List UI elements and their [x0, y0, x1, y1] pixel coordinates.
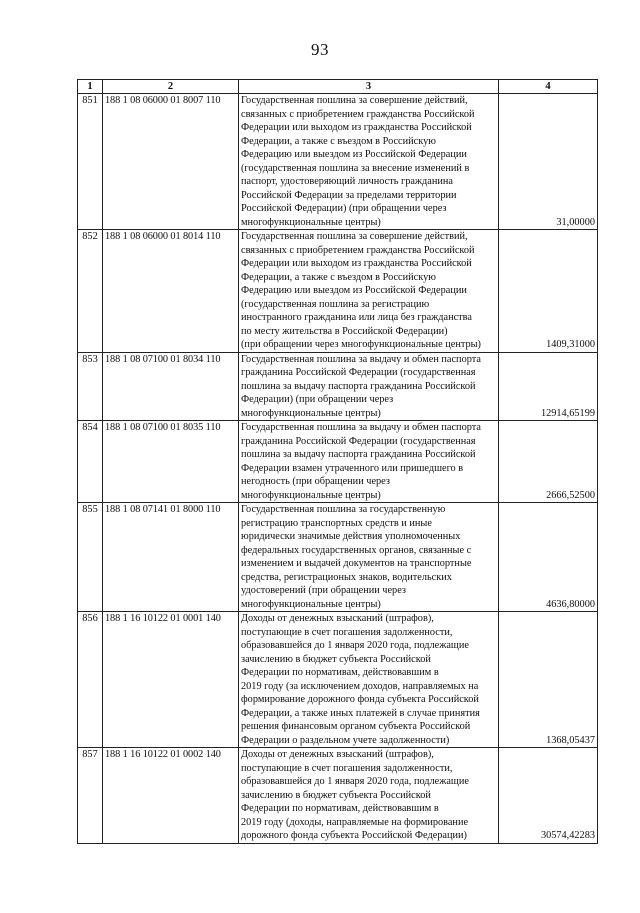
description-line: 2019 году (доходы, направляемые на формирование	[241, 816, 469, 828]
description-line: Федерации по нормативам, действовавшим в	[241, 667, 439, 678]
description-line: Федерации о раздельном учете задолженности)	[241, 734, 450, 746]
description-line: зачислению в бюджет субъекта Российской	[241, 653, 431, 665]
description-line: связанных с приобретением гражданства Российской	[241, 108, 475, 120]
revenue-description	[239, 230, 499, 353]
description-line: 2019 году (за исключением доходов, направляемых на	[241, 680, 479, 692]
amount-value: 12914,65199	[499, 352, 598, 421]
table-row	[78, 421, 598, 503]
page-number: 93	[311, 40, 329, 59]
table-row	[78, 748, 598, 844]
description-line: дорожного фонда субъекта Российской Федерации)	[241, 830, 467, 841]
description-line: Государственная пошлина за государственную	[241, 504, 446, 515]
budget-code: 188 1 08 07141 01 8000 110	[103, 503, 239, 612]
description-line: федеральных государственных органов, связанные с	[241, 544, 472, 556]
description-line: Федерации или выходом из гражданства Российской	[241, 258, 472, 269]
table-row	[78, 503, 598, 612]
table-body	[78, 94, 598, 844]
description-line: связанных с приобретением гражданства Российской	[241, 244, 475, 256]
row-number: 854	[78, 421, 103, 503]
description-line: поступающие в счет погашения задолженности,	[241, 626, 453, 638]
description-line: зачислению в бюджет субъекта Российской	[241, 789, 431, 801]
row-number: 852	[78, 230, 103, 353]
revenue-description	[239, 748, 499, 844]
row-number: 853	[78, 352, 103, 421]
description-line: (государственная пошлина за внесение изменений в	[241, 162, 470, 174]
description-line: Федерацию или выездом из Российской Федерации	[241, 285, 467, 296]
column-header: 4	[499, 80, 598, 94]
description-line: Федерации по нормативам, действовавшим в	[241, 803, 439, 814]
description-line: паспорт, удостоверяющий личность гражданина	[241, 176, 453, 187]
description-line: Российской Федерации за пределами территории	[241, 189, 457, 201]
description-line: поступающие в счет погашения задолженности,	[241, 762, 453, 774]
description-line: изменением и выдачей документов на транспортные	[241, 558, 472, 569]
description-line: Федерацию или выездом из Российской Федерации	[241, 149, 467, 160]
row-number: 856	[78, 612, 103, 748]
row-number: 857	[78, 748, 103, 844]
description-line: иностранного гражданина или лица без гражданства	[241, 312, 472, 323]
amount-value: 30574,42283	[499, 748, 598, 844]
description-line: многофункциональные центры)	[241, 216, 381, 228]
column-header: 1	[78, 80, 103, 94]
budget-code: 188 1 16 10122 01 0002 140	[103, 748, 239, 844]
description-line: юридически значимые действия уполномоченных	[241, 531, 461, 542]
description-line: удостоверений (при обращении через	[241, 585, 406, 596]
budget-code: 188 1 16 10122 01 0001 140	[103, 612, 239, 748]
amount-value: 1368,05437	[499, 612, 598, 748]
amount-value: 31,00000	[499, 94, 598, 230]
description-line: (при обращении через многофункциональные центры)	[241, 339, 481, 350]
description-line: средства, регистрационых знаков, водительских	[241, 571, 452, 583]
description-line: (государственная пошлина за регистрацию	[241, 298, 430, 310]
amount-value: 2666,52500	[499, 421, 598, 503]
description-line: решения финансовым органом субъекта Российской	[241, 721, 471, 732]
column-header: 3	[239, 80, 499, 94]
description-line: многофункциональные центры)	[241, 598, 381, 610]
revenue-description	[239, 421, 499, 503]
description-line: Государственная пошлина за совершение действий,	[241, 231, 468, 242]
description-line: пошлина за выдачу паспорта гражданина Российской	[241, 449, 476, 460]
budget-code: 188 1 08 07100 01 8035 110	[103, 421, 239, 503]
description-line: Федерации, а также с въездом в Российскую	[241, 271, 436, 283]
amount-value: 4636,80000	[499, 503, 598, 612]
description-line: пошлина за выдачу паспорта гражданина Российской	[241, 380, 476, 392]
revenue-description	[239, 94, 499, 230]
description-line: формирование дорожного фонда субъекта Российской	[241, 694, 479, 705]
row-number: 851	[78, 94, 103, 230]
description-line: Государственная пошлина за выдачу и обмен паспорта	[241, 353, 481, 365]
table-row	[78, 352, 598, 421]
revenue-description	[239, 503, 499, 612]
table-header-row	[78, 80, 598, 94]
description-line: многофункциональные центры)	[241, 489, 381, 501]
table-row	[78, 230, 598, 353]
description-line: многофункциональные центры)	[241, 407, 381, 419]
description-line: Федерации или выходом из гражданства Российской	[241, 122, 472, 133]
description-line: Доходы от денежных взысканий (штрафов),	[241, 749, 434, 760]
description-line: Федерации, а также с въездом в Российскую	[241, 135, 436, 147]
revenue-description	[239, 352, 499, 421]
column-header: 2	[103, 80, 239, 94]
description-line: Государственная пошлина за совершение действий,	[241, 95, 468, 106]
revenue-description	[239, 612, 499, 748]
row-number: 855	[78, 503, 103, 612]
description-line: образовавшейся до 1 января 2020 года, подлежащие	[241, 640, 469, 651]
description-line: гражданина Российской Федерации (государственная	[241, 435, 476, 447]
description-line: Государственная пошлина за выдачу и обмен паспорта	[241, 422, 481, 433]
budget-code: 188 1 08 06000 01 8007 110	[103, 94, 239, 230]
revenue-table	[77, 79, 598, 844]
description-line: Российской Федерации) (при обращении через	[241, 203, 447, 214]
description-line: Федерации, а также иных платежей в случае принятия	[241, 707, 480, 719]
description-line: Доходы от денежных взысканий (штрафов),	[241, 613, 434, 624]
table-row	[78, 612, 598, 748]
description-line: Федерации) (при обращении через	[241, 394, 394, 405]
table-row	[78, 94, 598, 230]
description-line: регистрацию транспортных средств и иные	[241, 517, 432, 529]
description-line: гражданина Российской Федерации (государственная	[241, 367, 476, 378]
amount-value: 1409,31000	[499, 230, 598, 353]
budget-code: 188 1 08 06000 01 8014 110	[103, 230, 239, 353]
description-line: образовавшейся до 1 января 2020 года, подлежащие	[241, 776, 469, 787]
description-line: негодность (при обращении через	[241, 476, 390, 487]
budget-code: 188 1 08 07100 01 8034 110	[103, 352, 239, 421]
description-line: Федерации взамен утраченного или пришедшего в	[241, 462, 464, 474]
description-line: по месту жительства в Российской Федерации)	[241, 325, 448, 337]
